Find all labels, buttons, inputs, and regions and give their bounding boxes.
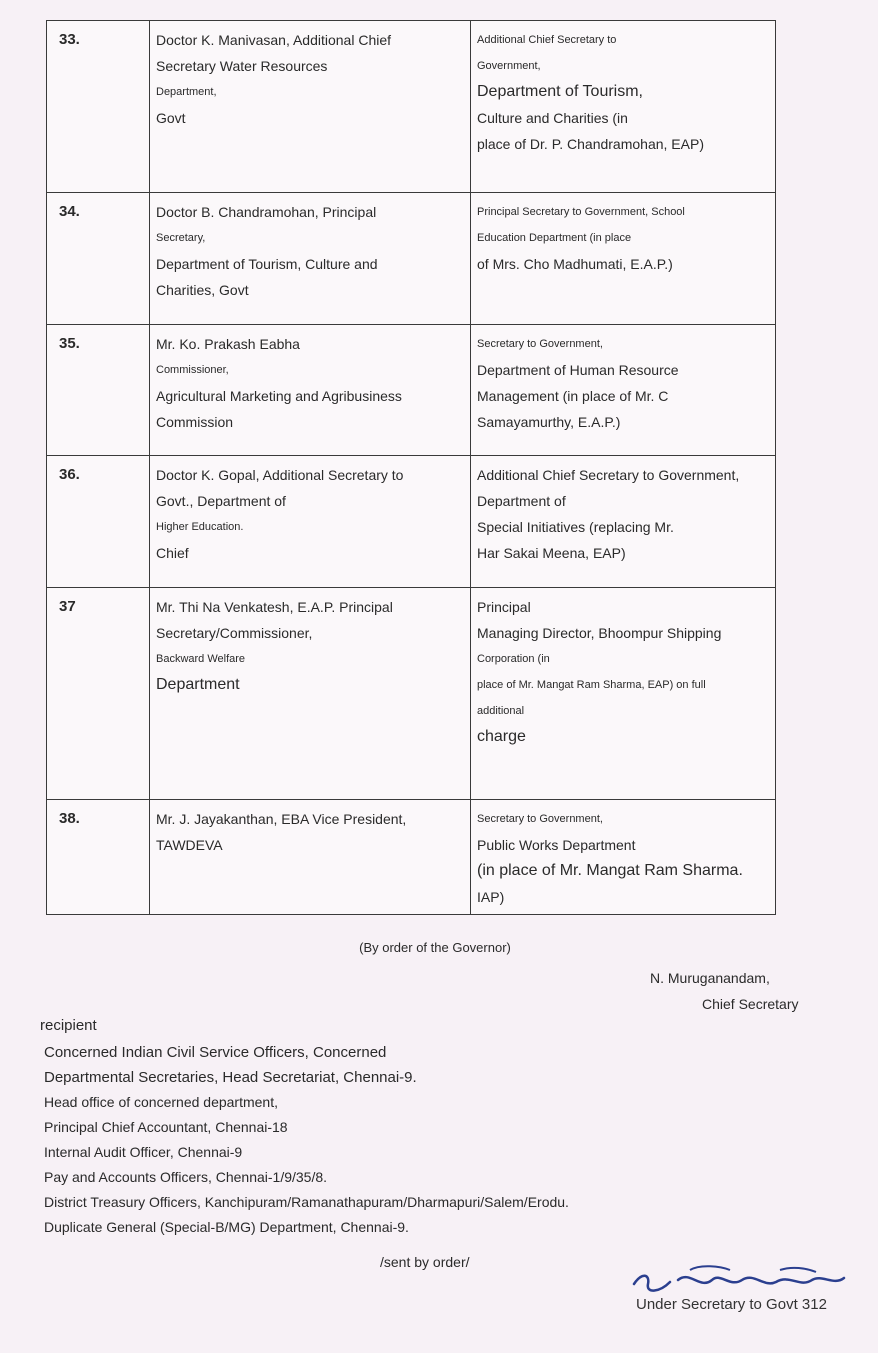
list-item: Concerned Indian Civil Service Officers, Concerned xyxy=(44,1044,387,1061)
new-post-cell xyxy=(471,456,776,588)
post-line: Department of Tourism, xyxy=(477,83,643,100)
post-line: Department of Human Resource xyxy=(477,362,679,378)
list-item: Head office of concerned department, xyxy=(44,1094,279,1110)
name-line: Govt., Department of xyxy=(156,493,286,509)
recipient-list xyxy=(44,1040,569,1240)
post-line: IAP) xyxy=(477,889,505,905)
post-line: place of Dr. P. Chandramohan, EAP) xyxy=(477,136,704,152)
post-line: Har Sakai Meena, EAP) xyxy=(477,545,626,561)
new-post-cell xyxy=(471,21,776,193)
row-number: 35. xyxy=(47,325,150,456)
name-line: Doctor K. Manivasan, Additional Chief xyxy=(156,32,392,48)
signer-name: N. Muruganandam, xyxy=(650,970,770,986)
list-item: Pay and Accounts Officers, Chennai-1/9/35/8. xyxy=(44,1169,328,1185)
row-number: 33. xyxy=(47,21,150,193)
post-line: place of Mr. Mangat Ram Sharma, EAP) on full xyxy=(477,679,706,691)
list-item: Internal Audit Officer, Chennai-9 xyxy=(44,1144,243,1160)
post-line: Education Department (in place xyxy=(477,232,632,244)
officer-name-cell xyxy=(150,325,471,456)
name-line: Commission xyxy=(156,414,234,430)
post-line: Managing Director, Bhoompur Shipping xyxy=(477,625,722,641)
name-line: Mr. Thi Na Venkatesh, E.A.P. Principal xyxy=(156,599,393,615)
name-line: Secretary Water Resources xyxy=(156,58,328,74)
post-line: (in place of Mr. Mangat Ram Sharma. xyxy=(477,862,743,879)
sent-by-order: /sent by order/ xyxy=(380,1254,470,1270)
name-line: Mr. Ko. Prakash Eabha xyxy=(156,336,300,352)
list-item: District Treasury Officers, Kanchipuram/Ramanathapuram/Dharmapuri/Salem/Erodu. xyxy=(44,1194,569,1210)
name-line: Agricultural Marketing and Agribusiness xyxy=(156,388,402,404)
officer-name-cell xyxy=(150,21,471,193)
post-line: Culture and Charities (in xyxy=(477,110,628,126)
name-line: Mr. J. Jayakanthan, EBA Vice President, xyxy=(156,811,407,827)
table-row xyxy=(47,193,776,325)
name-line: Commissioner, xyxy=(156,364,229,376)
officer-name-cell xyxy=(150,588,471,800)
signer-block xyxy=(650,965,798,1017)
name-line: Govt xyxy=(156,110,186,126)
new-post-cell xyxy=(471,325,776,456)
name-line: Doctor K. Gopal, Additional Secretary to xyxy=(156,467,404,483)
post-line: charge xyxy=(477,728,526,745)
name-line: Department of Tourism, Culture and xyxy=(156,256,378,272)
post-line: Secretary to Government, xyxy=(477,338,603,350)
list-item: Duplicate General (Special-B/MG) Department, Chennai-9. xyxy=(44,1219,409,1235)
name-line: Department xyxy=(156,676,240,693)
post-line: Special Initiatives (replacing Mr. xyxy=(477,519,674,535)
name-line: Chief xyxy=(156,545,189,561)
under-secretary-stamp: Under Secretary to Govt 312 xyxy=(636,1296,827,1313)
post-line: Principal Secretary to Government, School xyxy=(477,206,685,218)
name-line: Doctor B. Chandramohan, Principal xyxy=(156,204,377,220)
row-number: 34. xyxy=(47,193,150,325)
name-line: Backward Welfare xyxy=(156,653,246,665)
table-row xyxy=(47,325,776,456)
post-line: Principal xyxy=(477,599,531,615)
new-post-cell xyxy=(471,193,776,325)
post-line: of Mrs. Cho Madhumati, E.A.P.) xyxy=(477,256,673,272)
post-line: Management (in place of Mr. C xyxy=(477,388,669,404)
officer-name-cell xyxy=(150,456,471,588)
list-item: Principal Chief Accountant, Chennai-18 xyxy=(44,1119,288,1135)
by-order-line: (By order of the Governor) xyxy=(359,940,511,955)
row-number: 38. xyxy=(47,800,150,915)
table-row xyxy=(47,21,776,193)
new-post-cell xyxy=(471,588,776,800)
officer-name-cell xyxy=(150,193,471,325)
post-line: Additional Chief Secretary to Government, xyxy=(477,467,740,483)
new-post-cell xyxy=(471,800,776,915)
row-number: 36. xyxy=(47,456,150,588)
name-line: TAWDEVA xyxy=(156,837,223,853)
name-line: Higher Education. xyxy=(156,521,244,533)
post-line: Corporation (in xyxy=(477,653,550,665)
post-line: Public Works Department xyxy=(477,837,636,853)
signer-title: Chief Secretary xyxy=(702,996,799,1012)
post-line: Secretary to Government, xyxy=(477,813,603,825)
name-line: Charities, Govt xyxy=(156,282,249,298)
table-row xyxy=(47,800,776,915)
name-line: Secretary, xyxy=(156,232,206,244)
post-line: Department of xyxy=(477,493,566,509)
row-number: 37 xyxy=(47,588,150,800)
list-item: Departmental Secretaries, Head Secretariat, Chennai-9. xyxy=(44,1069,417,1086)
name-line: Secretary/Commissioner, xyxy=(156,625,313,641)
officer-name-cell xyxy=(150,800,471,915)
recipient-heading: recipient xyxy=(40,1017,97,1034)
post-line: Additional Chief Secretary to xyxy=(477,34,617,46)
post-line: Government, xyxy=(477,60,541,72)
table-row xyxy=(47,456,776,588)
appointments-table xyxy=(46,20,776,915)
name-line: Department, xyxy=(156,86,217,98)
post-line: Samayamurthy, E.A.P.) xyxy=(477,414,621,430)
post-line: additional xyxy=(477,705,525,717)
table-row xyxy=(47,588,776,800)
